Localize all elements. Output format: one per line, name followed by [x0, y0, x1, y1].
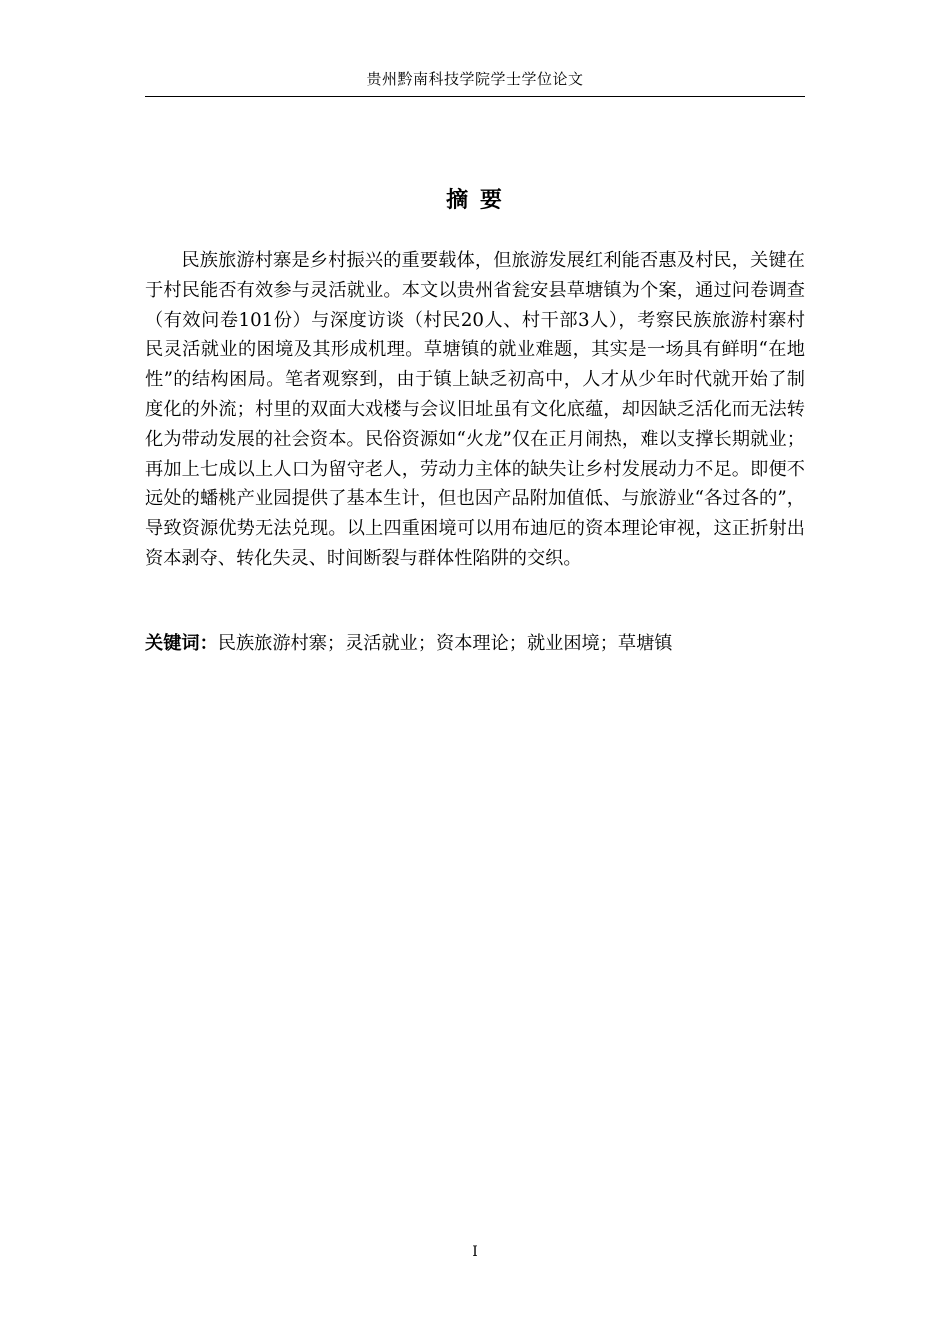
page-number: I — [472, 1244, 478, 1260]
running-header: 贵州黔南科技学院学士学位论文 — [366, 70, 584, 88]
keywords-text: 民族旅游村寨；灵活就业；资本理论；就业困境；草塘镇 — [217, 633, 673, 654]
abstract-title: 摘 要 — [446, 188, 504, 213]
header-rule — [145, 96, 805, 97]
keywords-label: 关键词： — [145, 633, 218, 654]
keywords-line — [145, 629, 805, 659]
abstract-body: 民族旅游村寨是乡村振兴的重要载体，但旅游发展红利能否惠及村民，关键在于村民能否有效参与灵活就业。本文以贵州省瓮安县草塘镇为个案，通过问卷调查（有效问卷101份）与深度访谈（村民20人、村干部3人），考察民族旅游村寨村民灵活就业的困境及其形成机理。草塘镇的就业难题，其实是一场具有鲜明“在地性”的结构困局。笔者观察到，由于镇上缺乏初高中，人才从少年时代就开始了制度化的外流；村里的双面大戏楼与会议旧址虽有文化底蕴，却因缺乏活化而无法转化为带动发展的社会资本。民俗资源如“火龙”仅在正月闹热，难以支撑长期就业；再加上七成以上人口为留守老人，劳动力主体的缺失让乡村发展动力不足。即便不远处的蟠桃产业园提供了基本生计，但也因产品附加值低、与旅游业“各过各的”，导致资源优势无法兑现。以上四重困境可以用布迪厄的资本理论审视，这正折射出资本剥夺、转化失灵、时间断裂与群体性陷阱的交织。 — [145, 250, 805, 569]
